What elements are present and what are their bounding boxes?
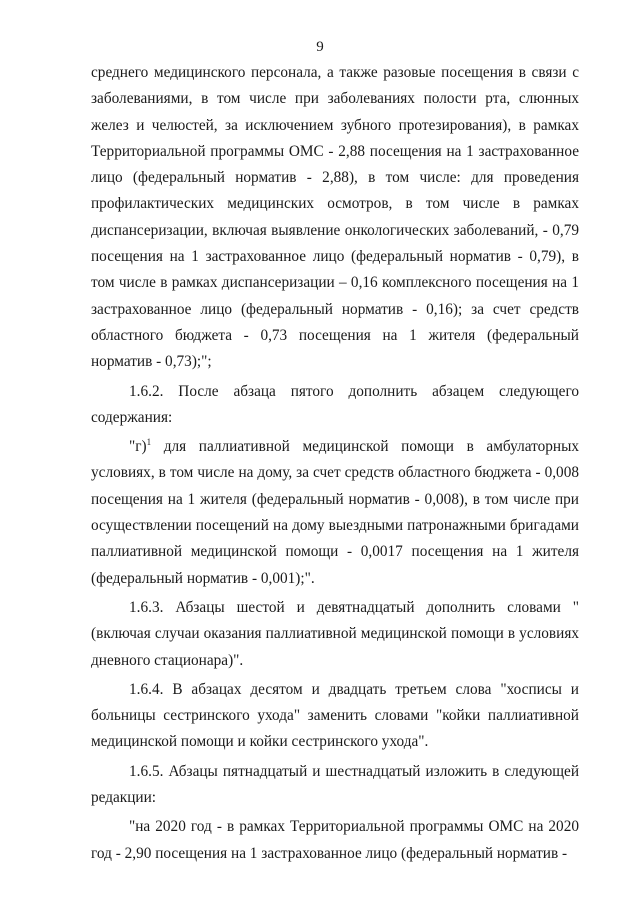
item-marker: "г)	[129, 438, 147, 456]
paragraph-1-6-2: 1.6.2. После абзаца пятого дополнить абзацем следующего содержания:	[91, 382, 579, 426]
footnote-superscript: 1	[146, 437, 152, 448]
paragraph-1-6-5: 1.6.5. Абзацы пятнадцатый и шестнадцатый изложить в следующей редакции:	[91, 762, 579, 807]
page-number: 9	[316, 39, 324, 55]
paragraph-2020-quote: "на 2020 год - в рамках Территориальной программы ОМС на 2020 год - 2,90 посещения на 1 застрахованное лицо (федеральный норматив -	[91, 818, 579, 862]
paragraph-1-6-3: 1.6.3. Абзацы шестой и девятнадцатый дополнить словами "(включая случаи оказания паллиативной медицинской помощи в условиях дневного стационара)".	[91, 598, 579, 669]
paragraph-1-6-4: 1.6.4. В абзацах десятом и двадцать третьем слова "хосписы и больницы сестринского ухода" заменить словами "койки паллиативной медицинской помощи и койки сестринского ухода".	[91, 680, 579, 751]
paragraph-continuation: среднего медицинского персонала, а также разовые посещения в связи с заболеваниями, в том числе при заболеваниях полости рта, слюнных желез и челюстей, за исключением зубного протезирования), в рамках Территориальной программы ОМС - 2,88 посещения на 1 застрахованное лицо (федеральный норматив - 2,88), в том числе: для проведения профилактических медицинских осмотров, в том числе в рамках диспансеризации, включая выявление онкологических заболеваний, - 0,79 посещения на 1 застрахованное лицо (федеральный норматив - 0,79), в том числе в рамках диспансеризации – 0,16 комплексного посещения на 1 застрахованное лицо (федеральный норматив - 0,16); за счет средств областного бюджета - 0,73 посещения на 1 жителя (федеральный норматив - 0,73);";	[91, 64, 579, 371]
paragraph-g1-palliative	[91, 434, 579, 592]
document-body	[91, 60, 579, 867]
item-text: для паллиативной медицинской помощи в амбулаторных условиях, в том числе на дому, за счет средств областного бюджета - 0,008 посещения на 1 жителя (федеральный норматив - 0,008), в том числе при осуществлении посещений на дому выездными патронажными бригадами паллиативной медицинской помощи - 0,0017 посещения на 1 жителя (федеральный норматив - 0,001);".	[91, 438, 579, 587]
